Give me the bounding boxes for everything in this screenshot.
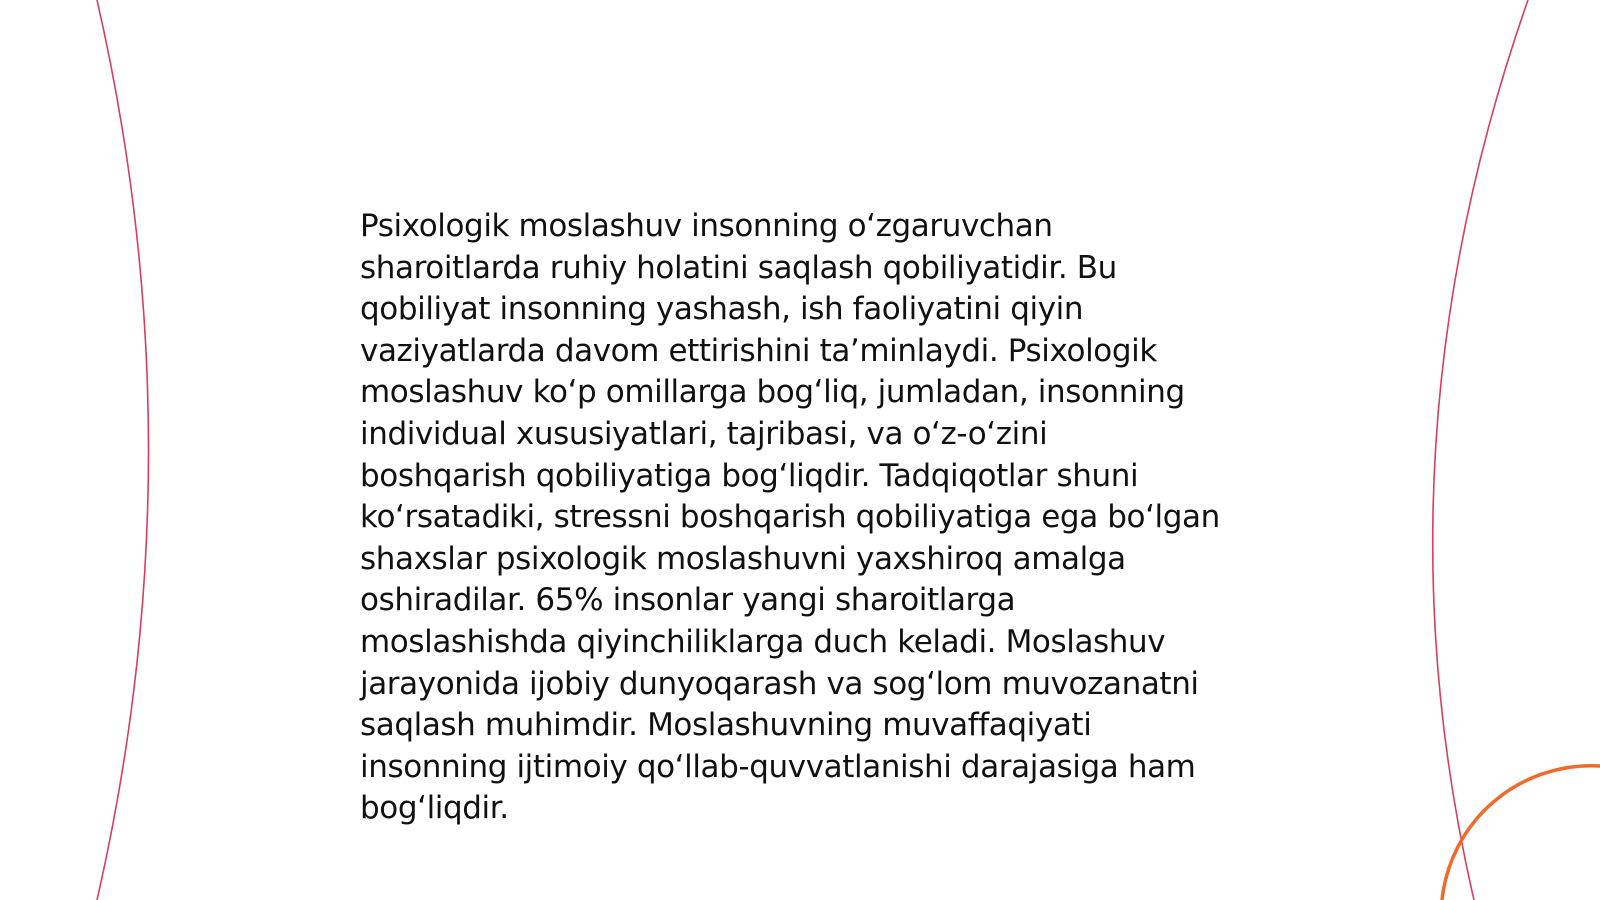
body-paragraph: Psixologik moslashuv insonning oʻzgaruvchan sharoitlarda ruhiy holatini saqlash qobiliyatidir. Bu qobiliyat insonning yashash, ish faoliyatini qiyin vaziyatlarda davom ettirishini taʼminlaydi. Psixologik moslashuv koʻp omillarga bogʻliq, jumladan, insonning individual xususiyatlari, tajribasi, va oʻz-oʻzini boshqarish qobiliyatiga bogʻliqdir. Tadqiqotlar shuni koʻrsatadiki, stressni boshqarish qobiliyatiga ega boʻlgan shaxslar psixologik moslashuvni yaxshiroq amalga oshiradilar. 65% insonlar yangi sharoitlarga moslashishda qiyinchiliklarga duch keladi. Moslashuv jarayonida ijobiy dunyoqarash va sogʻlom muvozanatni saqlash muhimdir. Moslashuvning muvaffaqiyati insonning ijtimoiy qoʻllab-quvvatlanishi darajasiga ham bogʻliqdir. [360,208,1220,827]
left-curve-line [97,0,149,900]
accent-arc [1442,766,1600,900]
right-curve-line [1433,0,1528,900]
